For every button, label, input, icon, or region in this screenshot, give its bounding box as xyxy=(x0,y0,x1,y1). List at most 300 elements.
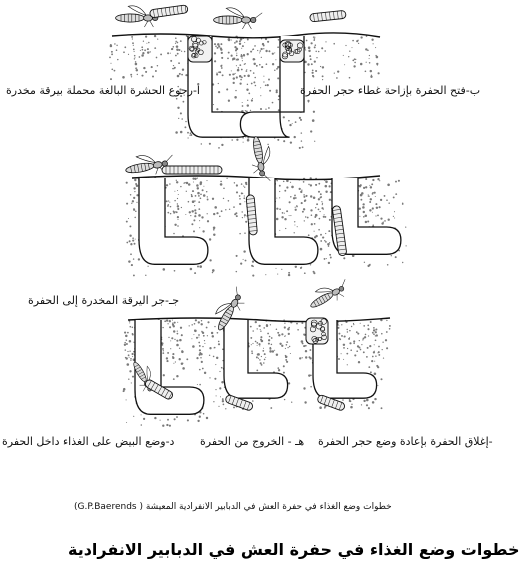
soil-dot xyxy=(194,330,195,331)
soil-dot xyxy=(200,323,202,325)
soil-dot xyxy=(212,335,214,337)
soil-dot xyxy=(349,330,351,332)
soil-dot xyxy=(276,208,277,209)
soil-dot xyxy=(125,349,126,350)
soil-dot xyxy=(274,350,275,351)
soil-dot xyxy=(130,74,132,76)
soil-dot xyxy=(180,40,182,42)
soil-dot xyxy=(264,359,266,361)
soil-dot xyxy=(198,214,201,217)
soil-dot xyxy=(247,75,250,78)
soil-dot xyxy=(233,206,235,208)
soil-dot xyxy=(129,357,130,358)
soil-dot xyxy=(269,336,271,338)
soil-dot xyxy=(277,367,279,369)
soil-dot xyxy=(297,226,298,227)
soil-dot xyxy=(192,200,195,203)
soil-dot xyxy=(289,215,290,216)
soil-dot xyxy=(174,191,175,192)
soil-dot xyxy=(274,52,275,53)
wasp-antenna xyxy=(165,155,173,162)
soil-dot xyxy=(324,258,326,260)
soil-dot xyxy=(341,353,342,354)
soil-dot xyxy=(384,195,386,197)
soil-dot xyxy=(320,248,323,251)
soil-dot xyxy=(130,243,132,245)
soil-dot xyxy=(261,66,263,68)
soil-dot xyxy=(138,258,140,260)
soil-dot xyxy=(218,83,219,84)
soil-dot xyxy=(343,257,345,259)
soil-dot xyxy=(166,184,168,186)
soil-dot xyxy=(172,320,173,321)
soil-dot xyxy=(260,48,262,50)
soil-dot xyxy=(177,322,178,323)
soil-dot xyxy=(244,42,245,43)
soil-dot xyxy=(187,419,189,421)
soil-dot xyxy=(250,110,251,111)
soil-dot xyxy=(373,351,375,353)
soil-dot xyxy=(193,230,195,232)
soil-dot xyxy=(277,139,279,141)
soil-dot xyxy=(134,57,135,58)
soil-dot xyxy=(233,82,235,84)
soil-dot xyxy=(318,209,320,211)
soil-dot xyxy=(294,136,296,138)
soil-dot xyxy=(130,358,132,360)
soil-dot xyxy=(132,42,134,44)
soil-dot xyxy=(343,347,345,349)
soil-dot xyxy=(363,400,365,402)
soil-dot xyxy=(250,326,252,328)
soil-dot xyxy=(286,341,288,343)
soil-dot xyxy=(276,353,278,355)
soil-dot xyxy=(314,60,316,62)
soil-dot xyxy=(395,256,397,258)
soil-dot xyxy=(133,187,135,189)
soil-dot xyxy=(377,352,378,353)
soil-dot xyxy=(350,406,353,409)
soil-dot xyxy=(307,63,309,65)
wasp-leg xyxy=(238,300,245,306)
soil-dot xyxy=(285,228,286,229)
soil-dot xyxy=(341,324,342,325)
soil-dot xyxy=(114,70,115,71)
soil-dot xyxy=(206,417,208,419)
soil-dot xyxy=(263,81,264,82)
soil-dot xyxy=(176,211,178,213)
soil-dot xyxy=(284,326,286,328)
soil-dot xyxy=(243,55,245,57)
soil-dot xyxy=(283,116,285,118)
soil-dot xyxy=(162,348,164,350)
soil-dot xyxy=(301,202,303,204)
soil-dot xyxy=(272,63,274,65)
soil-dot xyxy=(311,63,313,65)
soil-dot xyxy=(371,39,373,41)
soil-dot xyxy=(176,45,179,48)
soil-dot xyxy=(256,356,258,358)
soil-dot xyxy=(214,347,216,349)
soil-dot xyxy=(272,350,274,352)
wasp-leg xyxy=(252,164,258,168)
soil-dot xyxy=(237,69,240,72)
soil-dot xyxy=(147,51,149,53)
soil-dot xyxy=(269,350,272,353)
soil-dot xyxy=(349,399,351,401)
soil-dot xyxy=(338,333,340,335)
soil-dot xyxy=(126,339,127,340)
soil-dot xyxy=(373,329,375,331)
soil-dot xyxy=(353,324,354,325)
soil-dot xyxy=(278,369,280,371)
soil-dot xyxy=(362,206,365,209)
soil-dot xyxy=(363,351,365,353)
soil-dot xyxy=(239,43,241,45)
soil-dot xyxy=(290,353,291,354)
soil-dot xyxy=(180,131,183,134)
soil-dot xyxy=(175,55,177,57)
soil-dot xyxy=(339,338,341,340)
soil-dot xyxy=(372,193,374,195)
soil-dot xyxy=(381,407,383,409)
soil-dot xyxy=(301,140,302,141)
soil-dot xyxy=(402,262,403,263)
soil-dot xyxy=(343,359,344,360)
soil-dot xyxy=(268,339,270,341)
soil-dot xyxy=(219,371,220,372)
soil-dot xyxy=(241,69,243,71)
soil-dot xyxy=(246,69,247,70)
soil-dot xyxy=(359,208,361,210)
soil-dot xyxy=(241,77,243,79)
soil-dot xyxy=(328,245,329,246)
soil-dot xyxy=(214,43,216,45)
soil-dot xyxy=(290,196,292,198)
soil-dot xyxy=(255,45,256,46)
soil-dot xyxy=(111,53,113,55)
soil-dot xyxy=(319,406,322,409)
soil-dot xyxy=(352,59,354,61)
soil-dot xyxy=(272,102,274,104)
soil-dot xyxy=(234,42,236,44)
soil-dot xyxy=(325,233,326,234)
soil-dot xyxy=(261,364,263,366)
soil-dot xyxy=(290,215,291,216)
soil-dot xyxy=(360,36,362,38)
soil-dot xyxy=(197,384,198,385)
soil-dot xyxy=(379,206,381,208)
soil-dot xyxy=(303,208,305,210)
soil-dot xyxy=(325,41,326,42)
wasp-leg xyxy=(150,21,154,27)
soil-dot xyxy=(145,36,147,38)
soil-dot xyxy=(304,334,306,336)
soil-dot xyxy=(253,72,255,74)
soil-dot xyxy=(383,221,384,222)
soil-dot xyxy=(207,220,209,222)
soil-dot xyxy=(198,201,200,203)
soil-dot xyxy=(261,356,262,357)
soil-dot xyxy=(163,350,164,351)
soil-dot xyxy=(217,332,219,334)
soil-dot xyxy=(377,385,378,386)
soil-dot xyxy=(319,218,321,220)
soil-dot xyxy=(123,388,126,391)
soil-dot xyxy=(284,399,285,400)
soil-dot xyxy=(124,332,126,334)
soil-dot xyxy=(320,66,321,67)
soil-dot xyxy=(259,325,261,327)
soil-dot xyxy=(265,274,266,275)
soil-dot xyxy=(239,64,241,66)
soil-dot xyxy=(236,59,237,60)
soil-dot xyxy=(279,191,280,192)
soil-dot xyxy=(219,216,221,218)
burrow-step-d xyxy=(135,320,204,414)
soil-dot xyxy=(310,209,312,211)
soil-dot xyxy=(176,344,179,347)
soil-dot xyxy=(380,378,382,380)
soil-dot xyxy=(251,83,253,85)
soil-dot xyxy=(286,210,288,212)
soil-dot xyxy=(201,361,203,363)
soil-dot xyxy=(288,382,290,384)
soil-dot xyxy=(262,350,264,352)
soil-dot xyxy=(251,352,253,354)
soil-dot xyxy=(341,335,343,337)
soil-dot xyxy=(360,194,363,197)
soil-dot xyxy=(378,346,380,348)
soil-dot xyxy=(365,48,367,50)
soil-dot xyxy=(191,338,192,339)
soil-dot xyxy=(199,349,201,351)
soil-dot xyxy=(278,334,280,336)
soil-dot xyxy=(195,319,197,321)
soil-dot xyxy=(177,190,178,191)
soil-dot xyxy=(334,72,335,73)
soil-dot xyxy=(320,193,322,195)
soil-dot xyxy=(364,336,366,338)
soil-dot xyxy=(174,418,176,420)
soil-dot xyxy=(310,374,312,376)
soil-dot xyxy=(276,268,277,269)
soil-dot xyxy=(294,232,295,233)
soil-dot xyxy=(247,139,250,142)
soil-dot xyxy=(372,224,374,226)
soil-dot xyxy=(187,132,189,134)
soil-dot xyxy=(365,221,367,223)
soil-dot xyxy=(333,43,335,45)
soil-dot xyxy=(382,349,383,350)
soil-dot xyxy=(325,181,328,184)
soil-dot xyxy=(173,65,174,66)
soil-dot xyxy=(357,333,359,335)
soil-dot xyxy=(234,74,235,75)
soil-dot xyxy=(132,237,134,239)
soil-dot xyxy=(177,107,179,109)
soil-dot xyxy=(188,201,190,203)
soil-dot xyxy=(226,178,227,179)
soil-dot xyxy=(197,420,199,422)
soil-dot xyxy=(214,52,216,54)
soil-dot xyxy=(147,266,148,267)
soil-dot xyxy=(190,134,192,136)
soil-dot xyxy=(373,43,374,44)
soil-dot xyxy=(325,191,327,193)
soil-dot xyxy=(184,51,186,53)
soil-dot xyxy=(371,183,373,185)
soil-dot xyxy=(126,182,128,184)
soil-dot xyxy=(266,325,268,327)
soil-dot xyxy=(200,357,202,359)
soil-dot xyxy=(123,51,125,53)
soil-dot xyxy=(176,416,178,418)
soil-dot xyxy=(365,334,367,336)
soil-dot xyxy=(229,209,230,210)
soil-dot xyxy=(366,404,368,406)
soil-dot xyxy=(290,182,291,183)
larva-step-c1 xyxy=(162,166,222,174)
soil-dot xyxy=(250,337,252,339)
wasp-antenna xyxy=(255,13,262,18)
soil-dot xyxy=(241,48,242,49)
soil-dot xyxy=(207,196,208,197)
soil-dot xyxy=(304,220,305,221)
soil-dot xyxy=(176,48,178,50)
soil-dot xyxy=(363,187,365,189)
soil-dot xyxy=(372,212,373,213)
soil-dot xyxy=(240,262,242,264)
soil-dot xyxy=(216,212,218,214)
soil-dot xyxy=(110,63,111,64)
soil-dot xyxy=(289,201,291,203)
soil-dot xyxy=(209,355,210,356)
soil-dot xyxy=(131,203,132,204)
soil-dot xyxy=(167,52,169,54)
soil-dot xyxy=(306,40,308,42)
soil-dot xyxy=(233,77,235,79)
soil-dot xyxy=(267,84,269,86)
soil-dot xyxy=(167,323,168,324)
soil-dot xyxy=(209,259,211,261)
soil-dot xyxy=(178,194,179,195)
soil-dot xyxy=(348,338,350,340)
soil-dot xyxy=(175,131,178,134)
soil-dot xyxy=(143,41,144,42)
soil-dot xyxy=(231,55,233,57)
soil-dot xyxy=(114,43,115,44)
soil-dot xyxy=(349,77,351,79)
soil-dot xyxy=(239,82,241,84)
soil-dot xyxy=(287,328,289,330)
soil-dot xyxy=(282,212,284,214)
soil-dot xyxy=(245,260,247,262)
soil-dot xyxy=(259,359,261,361)
soil-dot xyxy=(362,339,363,340)
soil-dot xyxy=(124,46,126,48)
soil-dot xyxy=(221,381,223,383)
soil-dot xyxy=(350,349,352,351)
soil-dot xyxy=(133,209,135,211)
soil-dot xyxy=(180,327,182,329)
soil-dot xyxy=(136,69,138,71)
soil-dot xyxy=(299,147,301,149)
soil-dot xyxy=(132,38,133,39)
soil-dot xyxy=(368,366,370,368)
soil-dot xyxy=(128,354,130,356)
soil-dot xyxy=(311,214,313,216)
soil-dot xyxy=(314,223,316,225)
soil-dot xyxy=(252,343,253,344)
soil-dot xyxy=(376,365,378,367)
soil-dot xyxy=(243,142,244,143)
soil-dot xyxy=(134,191,135,192)
soil-dot xyxy=(181,207,182,208)
soil-dot xyxy=(322,79,323,80)
soil-dot xyxy=(369,345,371,347)
soil-dot xyxy=(346,353,348,355)
soil-dot xyxy=(211,332,213,334)
soil-dot xyxy=(167,205,169,207)
soil-dot xyxy=(389,328,391,330)
soil-dot xyxy=(369,58,370,59)
soil-dot xyxy=(243,197,245,199)
soil-dot xyxy=(223,188,225,190)
soil-dot xyxy=(241,183,243,185)
soil-dot xyxy=(328,230,330,232)
soil-dot xyxy=(360,349,362,351)
soil-dot xyxy=(198,208,200,210)
soil-dot xyxy=(329,219,331,221)
soil-dot xyxy=(198,321,200,323)
soil-dot xyxy=(255,341,257,343)
soil-dot xyxy=(286,186,288,188)
soil-dot xyxy=(261,57,262,58)
soil-dot xyxy=(256,342,258,344)
soil-dot xyxy=(364,262,365,263)
soil-dot xyxy=(268,107,270,109)
soil-dot xyxy=(278,39,280,41)
soil-dot xyxy=(242,60,243,61)
soil-dot xyxy=(303,181,305,183)
soil-dot xyxy=(283,372,285,374)
wasp-leg xyxy=(155,168,160,175)
soil-dot xyxy=(203,413,205,415)
soil-dot xyxy=(259,52,260,53)
soil-dot xyxy=(252,400,254,402)
soil-dot xyxy=(248,93,250,95)
soil-dot xyxy=(239,40,241,42)
soil-dot xyxy=(313,76,314,77)
soil-dot xyxy=(129,322,130,323)
soil-dot xyxy=(285,335,286,336)
soil-dot xyxy=(391,255,392,256)
soil-dot xyxy=(166,360,168,362)
soil-dot xyxy=(266,63,268,65)
soil-dot xyxy=(174,322,176,324)
soil-dot xyxy=(246,70,248,72)
soil-dot xyxy=(236,40,238,42)
soil-dot xyxy=(303,194,305,196)
soil-dot xyxy=(268,79,270,81)
soil-dot xyxy=(173,210,175,212)
soil-dot xyxy=(358,346,360,348)
soil-dot xyxy=(206,327,208,329)
soil-dot xyxy=(225,209,226,210)
soil-dot xyxy=(162,327,163,328)
soil-dot xyxy=(367,265,369,267)
